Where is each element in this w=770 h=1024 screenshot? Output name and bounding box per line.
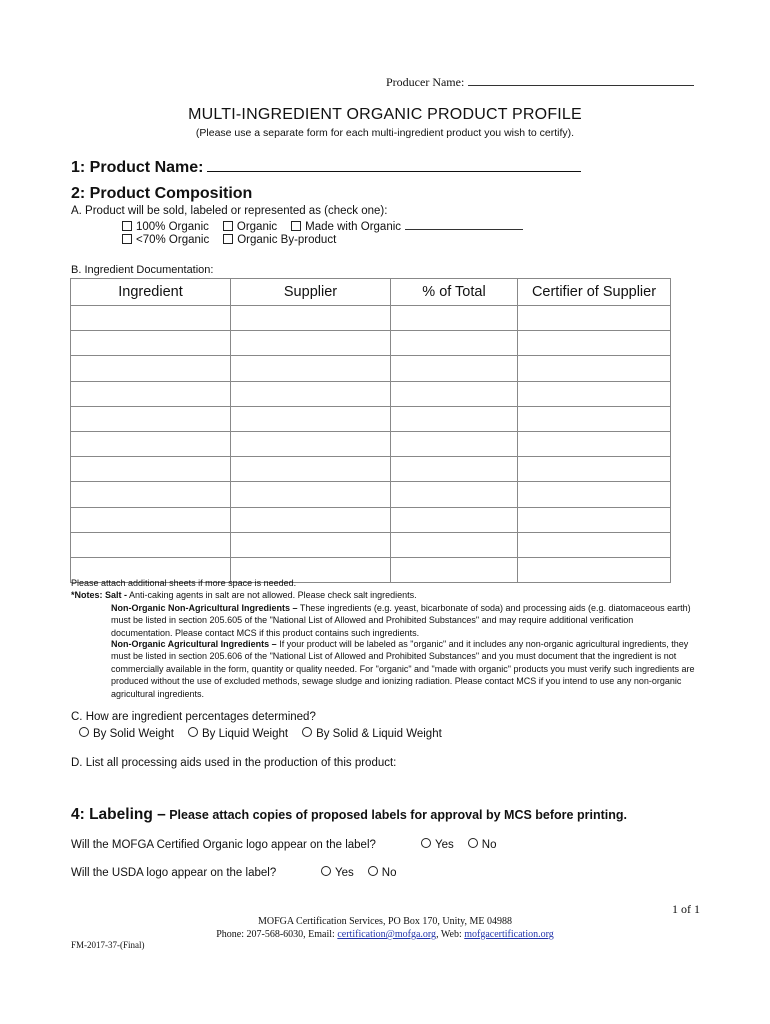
mofga-no-option[interactable]: No	[468, 838, 497, 851]
certifier-cell[interactable]	[518, 331, 671, 356]
mofga-logo-question: Will the MOFGA Certified Organic logo appear on the label?	[71, 839, 376, 851]
non-ag-note-text: These ingredients (e.g. yeast, bicarbonate of soda) and processing aids (e.g. diatomaceous earth) must be listed in section 205.605 of the "National List of Allowed and Prohibited Substances" and may require additional verification documentation. Please contact MCS if this product contains such ingredients.	[111, 603, 691, 638]
section-4-heading	[71, 806, 627, 824]
table-row	[71, 381, 671, 406]
ingredient-table	[70, 278, 671, 583]
percent-cell[interactable]	[391, 406, 518, 431]
percent-cell[interactable]	[391, 381, 518, 406]
option-liquid-weight[interactable]: By Liquid Weight	[188, 727, 288, 740]
certifier-cell[interactable]	[518, 532, 671, 557]
section-4-heading-label: 4: Labeling –	[71, 806, 166, 823]
option-solid-liquid-weight[interactable]: By Solid & Liquid Weight	[302, 727, 442, 740]
option-organic[interactable]: Organic	[223, 221, 277, 233]
table-row	[71, 356, 671, 381]
producer-name-label: Producer Name:	[386, 75, 465, 89]
radio-icon[interactable]	[421, 838, 431, 848]
producer-name-line	[386, 73, 694, 90]
footer-org: MOFGA Certification Services, PO Box 170, Unity, ME 04988	[257, 916, 513, 927]
ag-note	[111, 638, 696, 700]
salt-note-label: *Notes: Salt -	[71, 590, 128, 600]
checkbox-icon[interactable]	[122, 234, 132, 244]
ingredient-cell[interactable]	[71, 431, 231, 456]
ingredient-cell[interactable]	[71, 406, 231, 431]
mofga-yes-option[interactable]: Yes	[421, 838, 454, 851]
made-with-organic-field[interactable]	[405, 219, 523, 230]
percent-cell[interactable]	[391, 306, 518, 331]
supplier-cell[interactable]	[231, 381, 391, 406]
email-link[interactable]: certification@mofga.org	[337, 929, 437, 940]
non-ag-note	[111, 602, 696, 639]
usda-yes-option[interactable]: Yes	[321, 866, 354, 879]
supplier-cell[interactable]	[231, 306, 391, 331]
usda-no-option[interactable]: No	[368, 866, 397, 879]
option-under-70-organic[interactable]: <70% Organic	[122, 234, 209, 246]
composition-options-row-1	[122, 219, 523, 233]
checkbox-icon[interactable]	[223, 221, 233, 231]
ingredient-cell[interactable]	[71, 457, 231, 482]
certifier-cell[interactable]	[518, 356, 671, 381]
percent-cell[interactable]	[391, 532, 518, 557]
supplier-cell[interactable]	[231, 356, 391, 381]
mofga-logo-options	[421, 838, 510, 851]
section-1-product-name	[71, 155, 581, 177]
page-number: 1 of 1	[672, 902, 700, 916]
radio-icon[interactable]	[188, 727, 198, 737]
percent-cell[interactable]	[391, 331, 518, 356]
ag-note-label: Non-Organic Agricultural Ingredients –	[111, 639, 277, 649]
certifier-cell[interactable]	[518, 507, 671, 532]
table-row	[71, 507, 671, 532]
column-certifier: Certifier of Supplier	[518, 279, 671, 306]
column-ingredient: Ingredient	[71, 279, 231, 306]
ingredient-cell[interactable]	[71, 306, 231, 331]
percent-cell[interactable]	[391, 507, 518, 532]
section-2-b-label: B. Ingredient Documentation:	[71, 264, 214, 276]
certifier-cell[interactable]	[518, 381, 671, 406]
form-id: FM-2017-37-(Final)	[71, 940, 145, 950]
certifier-cell[interactable]	[518, 482, 671, 507]
percent-cell[interactable]	[391, 356, 518, 381]
supplier-cell[interactable]	[231, 457, 391, 482]
supplier-cell[interactable]	[231, 431, 391, 456]
supplier-cell[interactable]	[231, 532, 391, 557]
radio-icon[interactable]	[79, 727, 89, 737]
radio-icon[interactable]	[321, 866, 331, 876]
usda-logo-options	[321, 866, 410, 879]
section-2-a-label: A. Product will be sold, labeled or represented as (check one):	[71, 205, 388, 217]
section-1-heading: 1: Product Name:	[71, 159, 204, 176]
percentage-method-options	[79, 727, 456, 740]
footer-phone: Phone: 207-568-6030, Email:	[216, 929, 338, 940]
column-percent-total: % of Total	[391, 279, 518, 306]
section-4-heading-instruction: Please attach copies of proposed labels for approval by MCS before printing.	[165, 808, 627, 822]
form-title: MULTI-INGREDIENT ORGANIC PRODUCT PROFILE	[188, 106, 582, 123]
table-row	[71, 431, 671, 456]
option-solid-weight[interactable]: By Solid Weight	[79, 727, 174, 740]
certifier-cell[interactable]	[518, 431, 671, 456]
certifier-cell[interactable]	[518, 457, 671, 482]
supplier-cell[interactable]	[231, 406, 391, 431]
checkbox-icon[interactable]	[223, 234, 233, 244]
salt-note	[71, 589, 671, 601]
option-100-organic[interactable]: 100% Organic	[122, 221, 209, 233]
table-row	[71, 406, 671, 431]
percent-cell[interactable]	[391, 457, 518, 482]
composition-options-row-2	[122, 234, 350, 246]
radio-icon[interactable]	[468, 838, 478, 848]
percent-cell[interactable]	[391, 557, 518, 582]
form-subtitle: (Please use a separate form for each multi-ingredient product you wish to certify).	[195, 127, 575, 139]
radio-icon[interactable]	[302, 727, 312, 737]
section-2-c-label: C. How are ingredient percentages determined?	[71, 711, 316, 723]
radio-icon[interactable]	[368, 866, 378, 876]
footer-contact	[0, 929, 770, 940]
ingredient-cell[interactable]	[71, 532, 231, 557]
table-row	[71, 482, 671, 507]
percent-cell[interactable]	[391, 431, 518, 456]
supplier-cell[interactable]	[231, 331, 391, 356]
product-name-field[interactable]	[207, 155, 581, 172]
footer-web-prefix: , Web:	[436, 929, 465, 940]
certifier-cell[interactable]	[518, 406, 671, 431]
supplier-cell[interactable]	[231, 482, 391, 507]
ag-note-text: If your product will be labeled as "organic" and it includes any non-organic agricultural ingredients, they must be listed in section 205.606 of the "National List of Allowed and Prohibited Substances" and you must document that the ingredient is not commercially available in the form, quantity or quality needed. For "organic" and "made with organic" products you must verify such ingredients are produced without the use of excluded methods, sewage sludge and ionizing radiation. Please contact MCS if you intend to use any non-organic agricultural ingredients.	[111, 639, 695, 699]
section-2-d-label: D. List all processing aids used in the production of this product:	[71, 757, 397, 769]
option-made-with-organic[interactable]: Made with Organic	[291, 219, 523, 233]
checkbox-icon[interactable]	[122, 221, 132, 231]
non-ag-note-label: Non-Organic Non-Agricultural Ingredients –	[111, 603, 298, 613]
table-header-row	[71, 279, 671, 306]
producer-name-field[interactable]	[468, 73, 694, 86]
table-row	[71, 457, 671, 482]
certifier-cell[interactable]	[518, 557, 671, 582]
usda-logo-question: Will the USDA logo appear on the label?	[71, 867, 277, 879]
web-link[interactable]: mofgacertification.org	[464, 929, 554, 940]
ingredient-cell[interactable]	[71, 356, 231, 381]
section-2-heading: 2: Product Composition	[71, 185, 253, 202]
ingredient-cell[interactable]	[71, 381, 231, 406]
supplier-cell[interactable]	[231, 507, 391, 532]
salt-note-text: Anti-caking agents in salt are not allowed. Please check salt ingredients.	[127, 590, 417, 600]
table-row	[71, 306, 671, 331]
checkbox-icon[interactable]	[291, 221, 301, 231]
percent-cell[interactable]	[391, 482, 518, 507]
ingredient-cell[interactable]	[71, 331, 231, 356]
option-organic-by-product[interactable]: Organic By-product	[223, 234, 336, 246]
attach-note: Please attach additional sheets if more space is needed.	[71, 578, 297, 588]
certifier-cell[interactable]	[518, 306, 671, 331]
column-supplier: Supplier	[231, 279, 391, 306]
ingredient-cell[interactable]	[71, 507, 231, 532]
table-row	[71, 331, 671, 356]
ingredient-cell[interactable]	[71, 482, 231, 507]
table-row	[71, 532, 671, 557]
